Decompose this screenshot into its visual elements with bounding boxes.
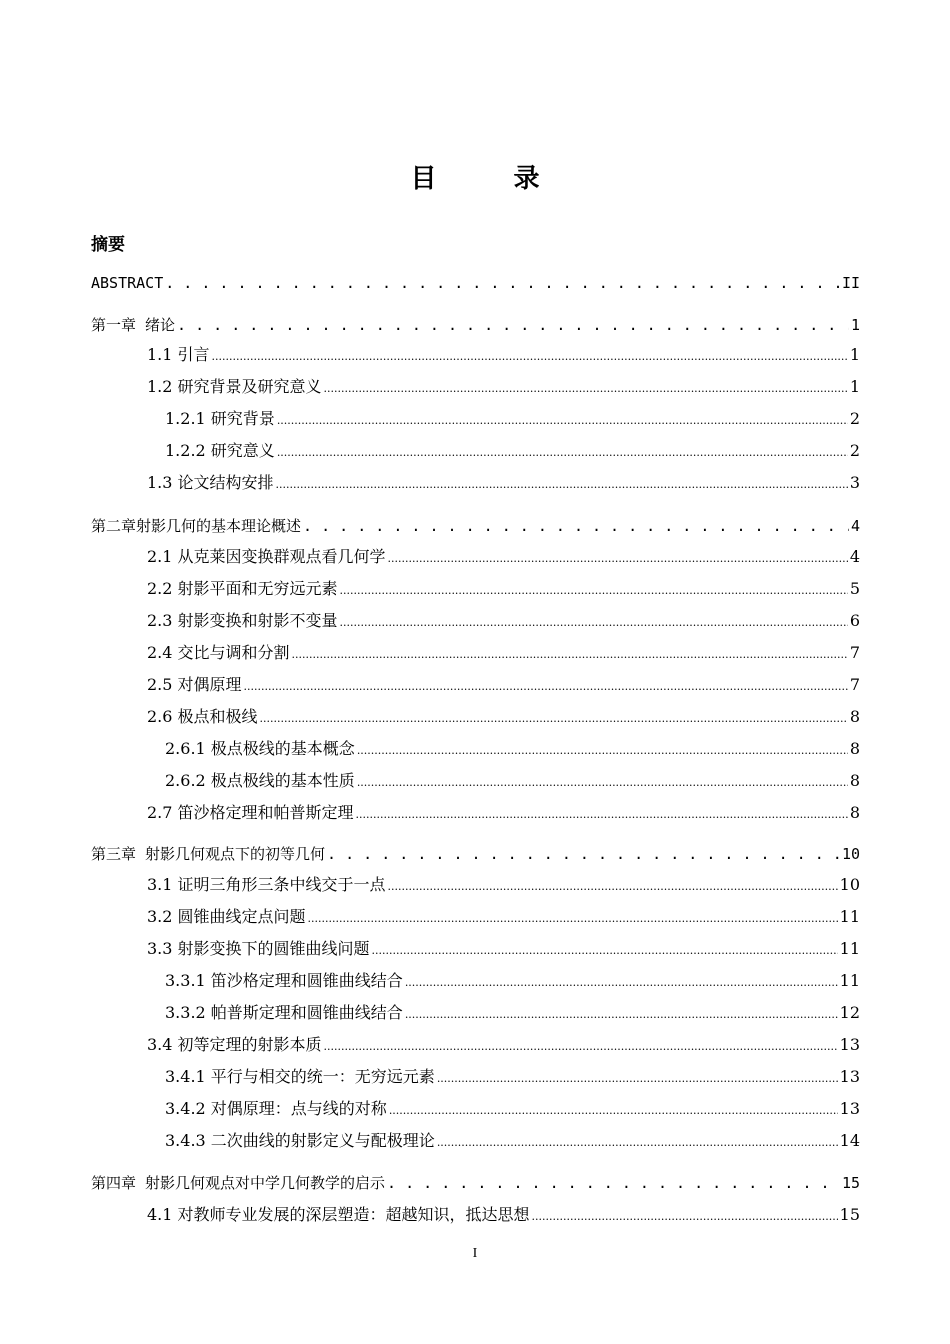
toc-entry-label: 2.6.1 极点极线的基本概念 [165, 739, 355, 758]
toc-dot-leader [308, 907, 838, 929]
toc-entry-page: 10 [841, 845, 860, 863]
toc-entry[interactable] [165, 439, 860, 463]
toc-entry-page: 13 [839, 1035, 860, 1054]
toc-entry[interactable] [91, 1171, 860, 1195]
toc-entry-page: 8 [849, 707, 860, 726]
toc-entry[interactable] [165, 737, 860, 761]
toc-entry-label: 第三章 射影几何观点下的初等几何 [91, 845, 326, 863]
toc-entry-label: 3.4.3 二次曲线的射影定义与配极理论 [165, 1131, 435, 1150]
toc-entry-page: 3 [849, 473, 860, 492]
toc-dot-leader [277, 441, 848, 463]
toc-dot-leader [405, 1003, 838, 1025]
toc-entry-label: 3.4.2 对偶原理：点与线的对称 [165, 1099, 387, 1118]
toc-entry-page: 15 [841, 1174, 860, 1192]
toc-dot-leader [387, 1171, 840, 1195]
toc-entry-label: 3.4 初等定理的射影本质 [147, 1035, 322, 1054]
toc-entry-label: 1.1 引言 [147, 345, 210, 364]
toc-entry[interactable] [91, 313, 860, 337]
toc-dot-leader [260, 707, 848, 729]
toc-entry-page: 1 [849, 377, 860, 396]
toc-entry[interactable] [147, 873, 860, 897]
toc-entry-page: 8 [849, 803, 860, 822]
toc-entry-label: 3.4.1 平行与相交的统一：无穷远元素 [165, 1067, 435, 1086]
toc-entry-label: 1.3 论文结构安排 [147, 473, 274, 492]
toc-entry-page: 4 [850, 517, 860, 535]
toc-entry-page: 2 [849, 441, 860, 460]
toc-entry-page: 11 [839, 907, 860, 926]
toc-entry[interactable] [147, 905, 860, 929]
toc-entry-page: 2 [849, 409, 860, 428]
toc-entry[interactable] [91, 514, 860, 538]
toc-entry-page: 7 [849, 643, 860, 662]
toc-entry-label: 第四章 射影几何观点对中学几何教学的启示 [91, 1174, 386, 1192]
toc-dot-leader [356, 803, 848, 825]
toc-entry-page: II [841, 274, 860, 292]
toc-entry-page: 5 [849, 579, 860, 598]
toc-entry[interactable] [147, 801, 860, 825]
toc-entry-page: 14 [839, 1131, 860, 1150]
toc-entry[interactable] [165, 769, 860, 793]
toc-entry-label: 2.6 极点和极线 [147, 707, 258, 726]
toc-entry-label: 2.5 对偶原理 [147, 675, 242, 694]
toc-entry[interactable] [147, 343, 860, 367]
toc-entry[interactable] [147, 375, 860, 399]
toc-dot-leader [357, 771, 848, 793]
toc-entry-label: 2.4 交比与调和分割 [147, 643, 290, 662]
toc-dot-leader [357, 739, 848, 761]
toc-entry-page: 6 [849, 611, 860, 630]
toc-dot-leader [276, 473, 848, 495]
toc-entry-label: ABSTRACT [91, 274, 164, 292]
toc-dot-leader [437, 1067, 838, 1089]
toc-entry-label: 1.2 研究背景及研究意义 [147, 377, 322, 396]
toc-entry[interactable] [147, 471, 860, 495]
toc-dot-leader [388, 547, 848, 569]
toc-entry-label: 3.1 证明三角形三条中线交于一点 [147, 875, 386, 894]
toc-entry[interactable] [147, 577, 860, 601]
toc-entry[interactable] [165, 1065, 860, 1089]
toc-entry[interactable] [147, 1203, 860, 1227]
toc-dot-leader [340, 579, 848, 601]
toc-dot-leader [292, 643, 848, 665]
toc-dot-leader [277, 409, 848, 431]
toc-entry-label: 2.7 笛沙格定理和帕普斯定理 [147, 803, 354, 822]
toc-dot-leader [324, 1035, 838, 1057]
toc-entry[interactable] [165, 1001, 860, 1025]
toc-dot-leader [340, 611, 848, 633]
toc-entry-label: 第二章射影几何的基本理论概述 [91, 517, 302, 535]
toc-entry-page: 8 [849, 771, 860, 790]
toc-entry-page: 4 [849, 547, 860, 566]
toc-dot-leader [327, 842, 840, 866]
toc-entry-page: 12 [839, 1003, 860, 1022]
toc-entry-label: 1.2.1 研究背景 [165, 409, 275, 428]
toc-dot-leader [388, 875, 838, 897]
toc-dot-leader [212, 345, 848, 367]
toc-entry[interactable] [165, 969, 860, 993]
toc-entry[interactable] [147, 673, 860, 697]
toc-entry-label: 1.2.2 研究意义 [165, 441, 275, 460]
toc-entry[interactable] [147, 937, 860, 961]
toc-dot-leader [437, 1131, 838, 1153]
toc-entry-page: 1 [850, 316, 860, 334]
toc-entry-page: 13 [839, 1067, 860, 1086]
toc-entry[interactable] [165, 1097, 860, 1121]
toc-entry-label: 2.6.2 极点极线的基本性质 [165, 771, 355, 790]
toc-entry[interactable] [147, 545, 860, 569]
toc-entry-page: 7 [849, 675, 860, 694]
toc-entry[interactable] [165, 1129, 860, 1153]
toc-entry-page: 1 [849, 345, 860, 364]
toc-entry-page: 11 [839, 971, 860, 990]
toc-entry[interactable] [147, 1033, 860, 1057]
toc-entry[interactable] [91, 842, 860, 866]
toc-entry[interactable] [147, 609, 860, 633]
toc-entry-page: 11 [839, 939, 860, 958]
toc-entry-page: 13 [839, 1099, 860, 1118]
toc-dot-leader [372, 939, 838, 961]
toc-entry-page: 8 [849, 739, 860, 758]
toc-heading-abstract: 摘要 [91, 235, 125, 255]
toc-dot-leader [532, 1205, 838, 1227]
toc-entry-label: 3.2 圆锥曲线定点问题 [147, 907, 306, 926]
toc-entry-label: 3.3.2 帕普斯定理和圆锥曲线结合 [165, 1003, 403, 1022]
toc-entry[interactable] [147, 641, 860, 665]
toc-entry-label: 第一章 绪论 [91, 316, 176, 334]
toc-entry[interactable] [165, 407, 860, 431]
toc-dot-leader [389, 1099, 838, 1121]
toc-dot-leader [165, 271, 840, 295]
toc-entry-label: 3.3.1 笛沙格定理和圆锥曲线结合 [165, 971, 403, 990]
toc-entry-page: 15 [839, 1205, 860, 1224]
toc-entry-label: 4.1 对教师专业发展的深层塑造：超越知识，抵达思想 [147, 1205, 530, 1224]
toc-dot-leader [303, 514, 849, 538]
toc-entry-page: 10 [839, 875, 860, 894]
page-title: 目 录 [410, 164, 574, 194]
toc-entry-label: 2.3 射影变换和射影不变量 [147, 611, 338, 630]
toc-entry-label: 3.3 射影变换下的圆锥曲线问题 [147, 939, 370, 958]
toc-entry[interactable] [147, 705, 860, 729]
toc-dot-leader [324, 377, 848, 399]
toc-dot-leader [405, 971, 838, 993]
toc-entry-label: 2.1 从克莱因变换群观点看几何学 [147, 547, 386, 566]
toc-dot-leader [177, 313, 849, 337]
page-number-footer: I [472, 1246, 478, 1261]
toc-dot-leader [244, 675, 848, 697]
toc-entry[interactable] [91, 271, 860, 295]
toc-entry-label: 2.2 射影平面和无穷远元素 [147, 579, 338, 598]
